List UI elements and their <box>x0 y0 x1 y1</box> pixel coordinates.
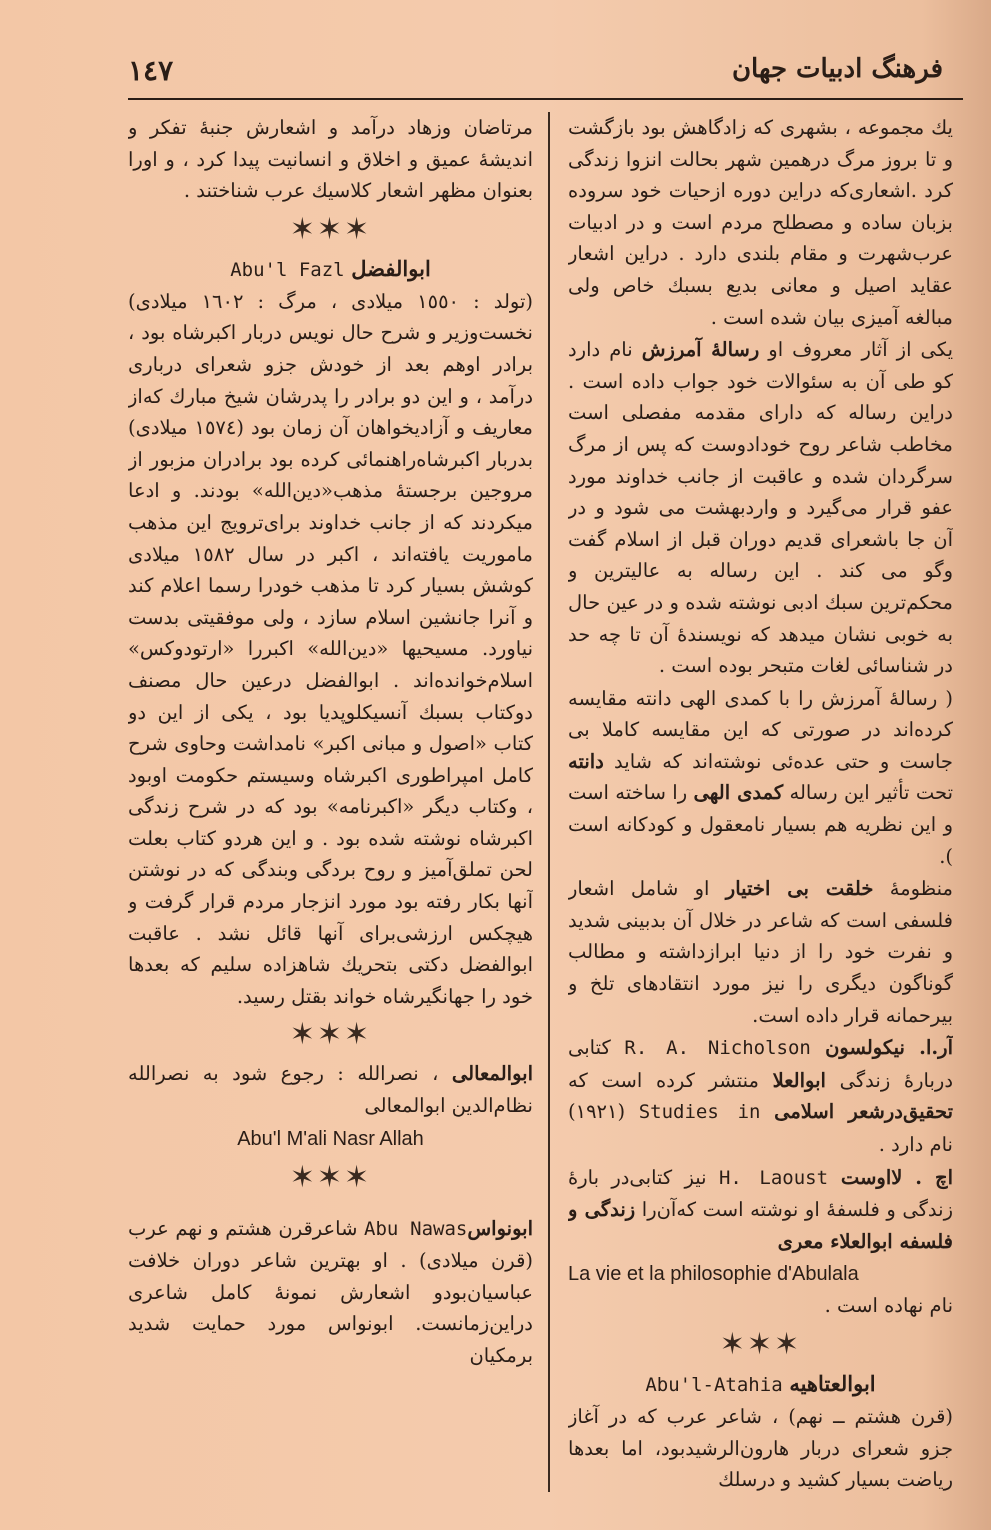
left-column <box>128 112 533 1497</box>
page-number: ١٤٧ <box>128 54 174 87</box>
section-separator: ✶✶✶ <box>289 1159 372 1195</box>
entry-heading <box>128 253 533 286</box>
entry-persian-name: ابوالعتاهیه <box>789 1370 876 1396</box>
entry-latin-name: Abu Nawas <box>364 1217 468 1240</box>
paragraph: مرتاضان وزهاد درآمد و اشعارش جنبهٔ تفکر و اندیشهٔ عمیق و اخلاق و انسانیت پیدا کرد ، و اورا بعنوان مظهر اشعار کلاسیك عرب شناختند . <box>128 116 533 203</box>
latin-title-line: La vie et la philosophie d'Abulala <box>568 1263 859 1286</box>
author-name: آر.ا. نیکولسون <box>810 1036 953 1060</box>
paragraph: یکی از آثار معروف او رسالهٔ آمرزش نام دارد کو طی آن به سئوالات خود جواب داده است . دراین رساله که دارای مقدمه مفصلی است مخاطب شاعر روح خودادوست که پس از مرگ سرگردان شده و عاقبت از جانب خداوند مورد عفو قرار می‌گیرد و واردبهشت می شود و در آن جا باشعرای قدیم دوران قبل از اسلام گفت وگو می کند . این رساله به عالیترین و محکم‌ترین سبك ادبی نوشته شده و در عین حال به خوبی نشان میدهد که نویسندهٔ آن تا چه حد در شناسائی لغات متبحر بوده است . <box>568 338 953 678</box>
right-column <box>568 112 953 1497</box>
author-name: اچ . لااوست <box>828 1165 953 1189</box>
entry-heading <box>568 1368 953 1401</box>
paragraph: ابونواسAbu Nawas شاعرقرن هشتم و نهم عرب (قرن میلادی) . او بهترین شاعر دوران خلافت عباسیان‌بودو اشعارش نمونهٔ کامل شاعری دراین‌زمانست. ابونواس مورد حمایت شدید برمکیان <box>128 1216 533 1367</box>
paragraph: منظومهٔ خلقت بی اختیار او شامل اشعار فلسفی است که شاعر در خلال آن بدبینی شدید و نفرت خود را از دنیا ابرازداشته و مطالب گوناگون دیگری را نیز مورد انتقادهای تلخ و بیرحمانه قرار داده است. <box>568 877 953 1027</box>
paragraph: ( رسالهٔ آمرزش را با کمدی الهی دانته مقایسه کرده‌اند در صورتی که این مقایسه کاملا بی جاست و حتی عده‌ئی نوشته‌اند که شاید دانته تحت تأثیر این رساله کمدی الهی را ساخته است و این نظریه هم بسیار نامعقول و کودکانه است ). <box>568 686 953 868</box>
latin-name: R. A. Nicholson <box>624 1037 811 1060</box>
entry-persian-name: ابوالفضل <box>351 255 431 281</box>
work-title: رسالهٔ آمرزش <box>641 338 760 362</box>
page-header <box>128 50 963 100</box>
paragraph: اچ . لااوست H. Laoust نیز کتابی‌در بارهٔ زندگی و فلسفهٔ او نوشته است که‌آن‌را زندگی و فلسفه ابوالعلاء معری <box>568 1165 953 1253</box>
paragraph: نام نهاده است . <box>824 1294 953 1318</box>
entry-latin-name: Abu'l M'ali Nasr Allah <box>237 1127 424 1150</box>
section-separator: ✶✶✶ <box>289 1017 372 1053</box>
paragraph: (تولد : ١٥٥٠ میلادی ، مرگ : ١٦٠٢ میلادی) نخست‌وزیر و شرح حال نویس دربار اکبرشاه بود ، برادر اوهم بعد از خودش جزو شعرای درباری درآمد ، و این دو برادر را پدرشان شیخ مبارك که‌از معاریف و آزادیخواهان آن زمان بود (١٥٧٤ میلادی) بدربار اکبرشاه‌راهنمائی کرده بود برادران مزبور از مروجین برجستهٔ مذهب«دین‌الله» بودند. و ادعا میکردند که از جانب خداوند برای‌ترویج این مذهب ماموریت یافته‌اند ، اکبر در سال ١٥٨٢ میلادی کوشش بسیار کرد تا مذهب خودرا رسما اعلام کند و آنرا جانشین اسلام سازد ، ولی موفقیتی بدست نیاورد. مسیحیها «دین‌الله» اکبررا «ارتودوکس» اسلام‌خوانده‌اند . ابوالفضل درعین حال مصنف دوکتاب بسبك آنسیکلوپدیا بود ، یکی از این دو کتاب «اصول و مبانی اکبر» نامداشت وحاوی شرح کامل امپراطوری اکبرشاه وسیستم حکومت اوبود ، وکتاب دیگر «اکبرنامه» بود که در شرح زندگی اکبرشاه نوشته شده بود . و این هردو کتاب بعلت لحن تملق‌آمیز و روح بردگی وبندگی که در نوشتن آنها بکار رفته بود مورد انزجار مردم قرار گرفت و هیچکس ارزشی‌برای آنها قائل نشد . عاقبت ابوالفضل دکتی بتحریك شاهزاده سلیم که بعدها خود را جهانگیرشاه خواند بقتل رسید. <box>128 289 533 1008</box>
spacer <box>128 1201 533 1213</box>
column-divider <box>548 112 550 1492</box>
work-title: زندگی و فلسفه ابوالعلاء معری <box>568 1198 953 1253</box>
entry-persian-name: ابوالمعالی <box>451 1062 533 1086</box>
work-title: تحقیق‌درشعر اسلامی <box>774 1100 953 1124</box>
running-title: فرهنگ ادبیات جهان <box>731 54 943 84</box>
section-separator: ✶✶✶ <box>719 1326 802 1362</box>
latin-name: H. Laoust <box>718 1166 829 1189</box>
entry-latin-name: Abu'l Fazl <box>230 258 345 281</box>
entry-persian-name: ابونواس <box>467 1216 533 1240</box>
work-title: خلقت بی اختیار <box>725 877 874 901</box>
latin-title: Studies in <box>638 1101 761 1124</box>
section-separator: ✶✶✶ <box>289 211 372 247</box>
author-name: دانته <box>568 749 604 773</box>
entry-latin-name: Abu'l-Atahia <box>645 1373 783 1396</box>
cross-reference: ابوالمعالی ، نصرالله : رجوع شود به نصرالله نظام‌الدین ابوالمعالی <box>128 1062 533 1118</box>
paragraph: (قرن هشتم ــ نهم) ، شاعر عرب که در آغاز جزو شعرای دربار هارون‌الرشیدبود، اما بعدها ریاضت بسیار کشید و درسلك <box>568 1404 953 1492</box>
work-title: کمدی الهی <box>693 781 784 805</box>
paragraph: آر.ا. نیکولسون R. A. Nicholson کتابی دربارهٔ زندگی ابوالعلا منتشر کرده است که تحقیق‌درشعر اسلامی Studies in (١٩٢١) نام دارد . <box>568 1036 953 1156</box>
paragraph: یك مجموعه ، بشهری که زادگاهش بود بازگشت و تا بروز مرگ درهمین شهر بحالت انزوا زندگی کرد .اشعاری‌که دراین دوره ازحیات خود سروده بزبان ساده و مصطلح مردم است و در ادبیات عرب‌شهرت و مقام بلندی دارد . دراین اشعار عقاید اصیل و معانی بدیع بسبك خاص ولی مبالغه آمیزی بیان شده است . <box>568 116 953 329</box>
